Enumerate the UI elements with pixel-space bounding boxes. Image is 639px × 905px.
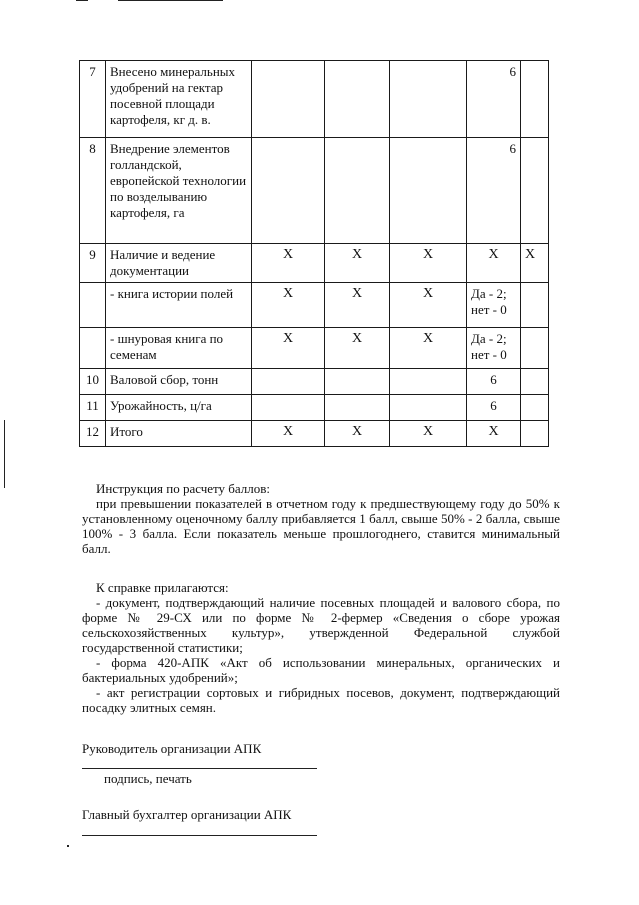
attachments-title: К справке прилагаются: — [96, 580, 229, 595]
attachment-item: - форма 420-АПК «Акт об использовании минеральных, органических и бактериальных удобрений»; — [82, 655, 560, 685]
x-mark-cell: Х — [521, 244, 549, 283]
instruction-section — [82, 481, 560, 556]
head-signature-line — [82, 768, 317, 769]
table-cell — [521, 283, 549, 328]
score-cell: 6 — [467, 61, 521, 138]
attachments-section — [82, 580, 560, 715]
score-cell: Да - 2; нет - 0 — [467, 328, 521, 369]
table-cell — [390, 369, 467, 395]
table-row — [80, 395, 549, 421]
score-cell: 6 — [467, 395, 521, 421]
table-cell — [252, 138, 325, 244]
table-row — [80, 328, 549, 369]
score-table — [79, 60, 549, 447]
indicator-name: Урожайность, ц/га — [106, 395, 252, 421]
attachment-item: - акт регистрации сортовых и гибридных посевов, документ, подтверждающий посадку элитных семян. — [82, 685, 560, 715]
table-cell — [521, 138, 549, 244]
row-number: 10 — [80, 369, 106, 395]
table-cell — [521, 421, 549, 447]
x-mark-cell: Х — [390, 283, 467, 328]
score-cell: 6 — [467, 138, 521, 244]
row-number: 12 — [80, 421, 106, 447]
x-mark-cell: Х — [467, 244, 521, 283]
table-cell — [521, 61, 549, 138]
x-mark-cell: Х — [390, 244, 467, 283]
indicator-name: - книга истории полей — [106, 283, 252, 328]
table-cell — [325, 369, 390, 395]
table-cell — [252, 369, 325, 395]
x-mark-cell: Х — [325, 421, 390, 447]
table-cell — [325, 61, 390, 138]
x-mark-cell: Х — [325, 283, 390, 328]
indicator-name: Валовой сбор, тонн — [106, 369, 252, 395]
accountant-signature-line — [82, 835, 317, 836]
table-cell — [325, 395, 390, 421]
indicator-name: Внедрение элементов голландской, европейской технологии по возделыванию картофеля, га — [106, 138, 252, 244]
indicator-name: Наличие и ведение документации — [106, 244, 252, 283]
table-cell — [521, 369, 549, 395]
accountant-signature-label: Главный бухгалтер организации АПК — [82, 807, 292, 822]
table-cell — [325, 138, 390, 244]
table-cell — [390, 138, 467, 244]
x-mark-cell: Х — [390, 328, 467, 369]
table-cell — [390, 395, 467, 421]
x-mark-cell: Х — [252, 421, 325, 447]
x-mark-cell: Х — [252, 244, 325, 283]
row-number: 9 — [80, 244, 106, 283]
table-row — [80, 138, 549, 244]
head-signature-caption: подпись, печать — [104, 771, 192, 786]
row-number — [80, 328, 106, 369]
scan-margin-mark — [4, 420, 5, 488]
table-cell — [521, 328, 549, 369]
top-margin-rule — [118, 0, 223, 1]
x-mark-cell: Х — [325, 328, 390, 369]
top-margin-rule — [76, 0, 88, 1]
instruction-body: при превышении показателей в отчетном году к предшествующему году до 50% к установленному оценочному баллу прибавляется 1 балл, свыше 50% - 2 балла, свыше 100% - 3 балла. Если показатель меньше прошлогоднего, ставится минимальный балл. — [82, 496, 560, 556]
x-mark-cell: Х — [252, 328, 325, 369]
indicator-name: Внесено минеральных удобрений на гектар посевной площади картофеля, кг д. в. — [106, 61, 252, 138]
table-row — [80, 421, 549, 447]
x-mark-cell: Х — [467, 421, 521, 447]
x-mark-cell: Х — [390, 421, 467, 447]
row-number: 8 — [80, 138, 106, 244]
row-number — [80, 283, 106, 328]
table-row — [80, 369, 549, 395]
table-cell — [252, 395, 325, 421]
table-cell — [252, 61, 325, 138]
instruction-title: Инструкция по расчету баллов: — [96, 481, 271, 496]
attachment-item: - документ, подтверждающий наличие посевных площадей и валового сбора, по форме № 29-СХ или по форме № 2-фермер «Сведения о сборе урожая сельскохозяйственных культур», утвержденной Федеральной службой государственной статистики; — [82, 595, 560, 655]
scan-dot-mark — [67, 845, 69, 847]
head-signature-label: Руководитель организации АПК — [82, 741, 262, 756]
x-mark-cell: Х — [325, 244, 390, 283]
indicator-name: Итого — [106, 421, 252, 447]
x-mark-cell: Х — [252, 283, 325, 328]
row-number: 7 — [80, 61, 106, 138]
table-row — [80, 283, 549, 328]
table-row — [80, 61, 549, 138]
table-row — [80, 244, 549, 283]
row-number: 11 — [80, 395, 106, 421]
score-cell: 6 — [467, 369, 521, 395]
indicator-name: - шнуровая книга по семенам — [106, 328, 252, 369]
table-cell — [390, 61, 467, 138]
table-cell — [521, 395, 549, 421]
score-cell: Да - 2; нет - 0 — [467, 283, 521, 328]
